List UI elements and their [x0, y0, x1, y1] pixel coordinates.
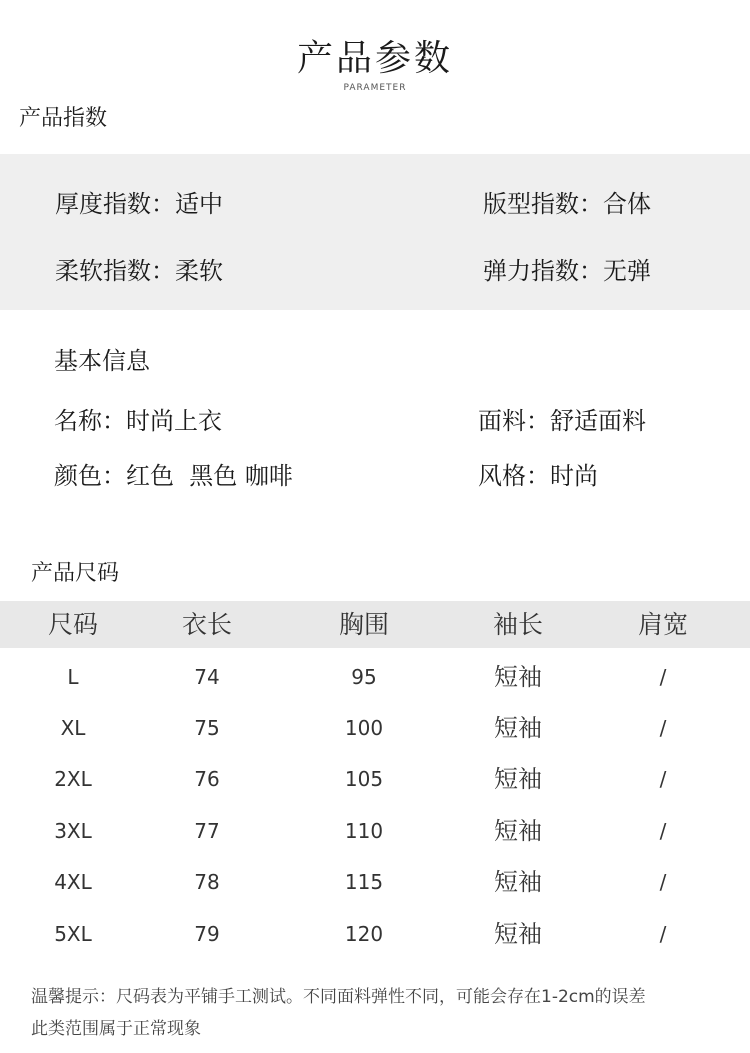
- product-colors: 颜色：红色 黑色 咖啡: [54, 462, 293, 490]
- product-fabric: 面料：舒适面料: [478, 407, 646, 435]
- column-header-chest: 胸围: [338, 610, 389, 639]
- table-cell: 3XL: [54, 819, 92, 843]
- column-header-length: 衣长: [181, 610, 232, 639]
- product-style: 风格：时尚: [478, 462, 598, 490]
- table-cell: 短袖: [494, 920, 542, 948]
- measurement-notice-line2: 此类范围属于正常现象: [31, 1019, 201, 1039]
- table-cell: 110: [344, 819, 384, 843]
- column-header-shoulder: 肩宽: [637, 610, 688, 639]
- table-cell: 4XL: [54, 870, 92, 894]
- table-cell: 75: [194, 716, 220, 740]
- table-cell: 120: [344, 922, 384, 946]
- column-header-size: 尺码: [47, 610, 98, 639]
- measurement-notice-line1: 温馨提示：尺码表为平铺手工测试。不同面料弹性不同，可能会存在1-2cm的误差: [31, 987, 646, 1007]
- table-cell: 95: [351, 665, 377, 689]
- product-index-heading: 产品指数: [19, 106, 108, 131]
- table-cell: /: [659, 870, 667, 894]
- table-cell: /: [659, 819, 667, 843]
- table-cell: 短袖: [494, 663, 542, 691]
- table-cell: /: [659, 665, 667, 689]
- table-cell: 短袖: [494, 714, 542, 742]
- column-header-sleeve: 袖长: [492, 610, 543, 639]
- table-cell: 短袖: [494, 817, 542, 845]
- table-cell: 78: [194, 870, 220, 894]
- table-cell: 115: [344, 870, 384, 894]
- basic-info-heading: 基本信息: [54, 347, 150, 375]
- table-cell: /: [659, 922, 667, 946]
- table-cell: 2XL: [54, 767, 92, 791]
- size-chart-heading: 产品尺码: [31, 561, 120, 586]
- table-cell: 74: [194, 665, 220, 689]
- product-name: 名称：时尚上衣: [54, 407, 222, 435]
- elasticity-index: 弹力指数：无弹: [483, 257, 651, 285]
- softness-index: 柔软指数：柔软: [55, 257, 223, 285]
- table-cell: 79: [194, 922, 220, 946]
- table-cell: 短袖: [494, 765, 542, 793]
- thickness-index: 厚度指数：适中: [55, 190, 223, 218]
- table-cell: /: [659, 767, 667, 791]
- table-cell: 100: [344, 716, 384, 740]
- table-cell: 77: [194, 819, 220, 843]
- table-cell: /: [659, 716, 667, 740]
- table-cell: 5XL: [54, 922, 92, 946]
- table-cell: XL: [60, 716, 86, 740]
- page-subtitle: PARAMETER: [343, 83, 407, 93]
- table-cell: 105: [344, 767, 384, 791]
- page-title: 产品参数: [296, 38, 453, 79]
- table-cell: L: [67, 665, 79, 689]
- table-cell: 76: [194, 767, 220, 791]
- table-cell: 短袖: [494, 868, 542, 896]
- product-index-band: [0, 154, 750, 310]
- fit-index: 版型指数：合体: [483, 190, 651, 218]
